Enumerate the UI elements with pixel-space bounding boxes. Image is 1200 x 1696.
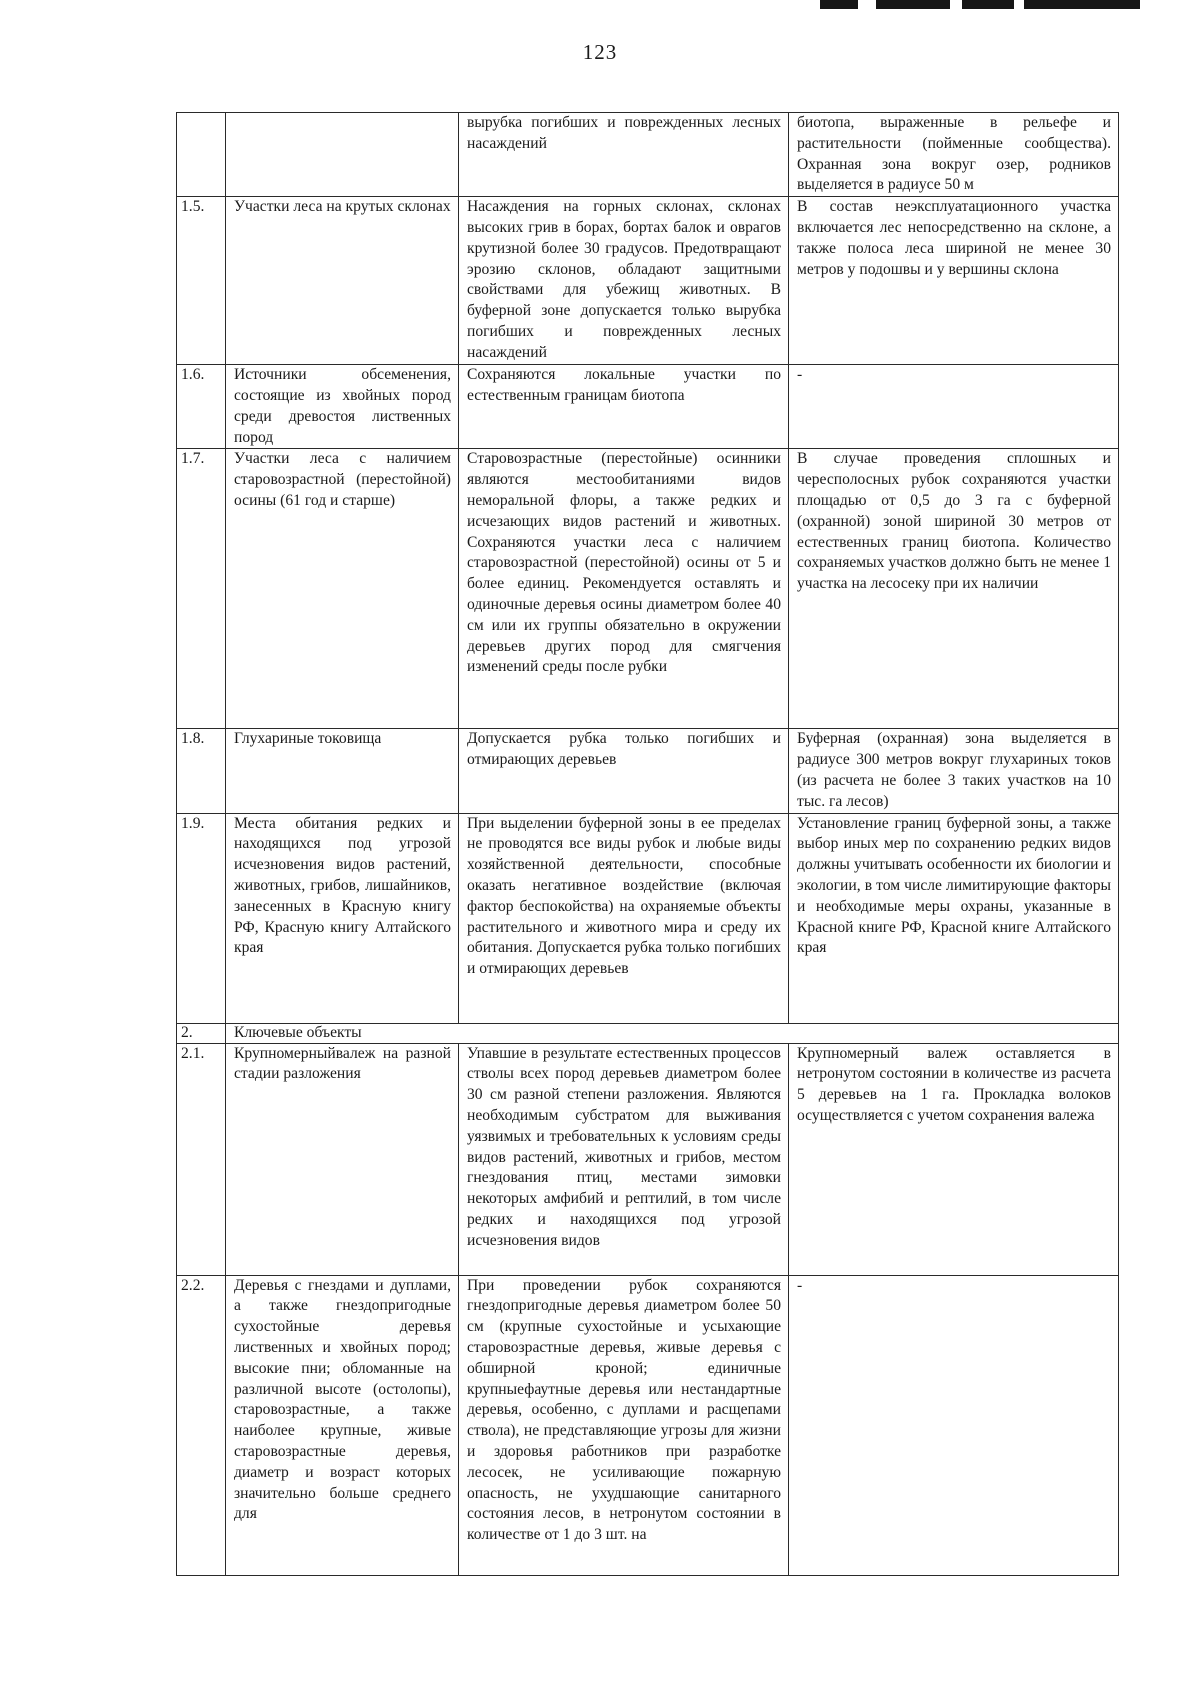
object-name: Крупномерныйвалеж на разной стадии разложения: [226, 1043, 459, 1275]
scan-edge-mark: [876, 0, 950, 9]
row-number: 2.2.: [177, 1275, 226, 1575]
object-name: Источники обсеменения, состоящие из хвойных пород среди древостоя лиственных пород: [226, 365, 459, 449]
table-row: [177, 197, 1119, 365]
object-name: Места обитания редких и находящихся под угрозой исчезновения видов растений, животных, грибов, лишайников, занесенных в Красную книгу РФ, Красную книгу Алтайского края: [226, 813, 459, 1023]
table-row: [177, 365, 1119, 449]
row-number: 1.6.: [177, 365, 226, 449]
conservation-measures: В состав неэксплуатационного участка включается лес непосредственно на склоне, а также полоса леса шириной не менее 30 метров у подошвы и у вершины склона: [789, 197, 1119, 365]
object-name: Участки леса с наличием старовозрастной (перестойной) осины (61 год и старше): [226, 449, 459, 729]
table-row: [177, 113, 1119, 197]
conservation-measures: Крупномерный валеж оставляется в нетронутом состоянии в количестве из расчета 5 деревьев на 1 га. Прокладка волоков осуществляется с учетом сохранения валежа: [789, 1043, 1119, 1275]
object-description: Допускается рубка только погибших и отмирающих деревьев: [459, 729, 789, 813]
conservation-measures: Установление границ буферной зоны, а также выбор иных мер по сохранению редких видов должны учитывать особенности их биологии и экологии, в том числе лимитирующие факторы и необходимые меры охраны, указанные в Красной книге РФ, Красной книге Алтайского края: [789, 813, 1119, 1023]
scan-edge-mark: [820, 0, 858, 9]
object-name: Глухариные токовища: [226, 729, 459, 813]
conservation-measures: биотопа, выраженные в рельефе и растительности (пойменные сообщества). Охранная зона вокруг озер, родников выделяется в радиусе 50 м: [789, 113, 1119, 197]
page-number: 123: [582, 40, 618, 64]
row-number: [177, 113, 226, 197]
table-row: [177, 813, 1119, 1023]
section-number: 2.: [177, 1023, 226, 1043]
document-table: [176, 112, 1119, 1576]
section-title: Ключевые объекты: [226, 1023, 1119, 1043]
conservation-measures: -: [789, 1275, 1119, 1575]
row-number: 2.1.: [177, 1043, 226, 1275]
object-description: Сохраняются локальные участки по естественным границам биотопа: [459, 365, 789, 449]
object-description: Упавшие в результате естественных процессов стволы всех пород деревьев диаметром более 30 см разной степени разложения. Являются необходимым субстратом для выживания уязвимых и требовательных к условиям среды видов растений, животных и грибов, местом гнездования птиц, местами зимовки некоторых амфибий и рептилий, в том числе редких и находящихся под угрозой исчезновения видов: [459, 1043, 789, 1275]
object-name: Деревья с гнездами и дуплами, а также гнездопригодные сухостойные деревья лиственных и хвойных пород; высокие пни; обломанные на различной высоте (остолопы), старовозрастные, а также наиболее крупные, живые старовозрастные деревья, диаметр и возраст которых значительно больше среднего для: [226, 1275, 459, 1575]
conservation-measures: В случае проведения сплошных и чересполосных рубок сохраняются участки площадью от 0,5 до 3 га с буферной (охранной) зоной шириной 30 метров от естественных границ биотопа. Количество сохраняемых участков должно быть не менее 1 участка на лесосеку при их наличии: [789, 449, 1119, 729]
table-row: [177, 729, 1119, 813]
table-row: [177, 1275, 1119, 1575]
section-row: [177, 1023, 1119, 1043]
row-number: 1.8.: [177, 729, 226, 813]
object-description: Старовозрастные (перестойные) осинники являются местообитаниями видов неморальной флоры, а также редких и исчезающих видов растений и животных. Сохраняются участки леса с наличием старовозрастной (перестойной) осины от 5 и более единиц. Рекомендуется оставлять и одиночные деревья осины диаметром более 40 см или их группы обязательно в окружении деревьев других пород для смягчения изменений среды после рубки: [459, 449, 789, 729]
conservation-measures: -: [789, 365, 1119, 449]
object-name: [226, 113, 459, 197]
scan-edge-mark: [1024, 0, 1140, 9]
object-description: вырубка погибших и поврежденных лесных насаждений: [459, 113, 789, 197]
row-number: 1.9.: [177, 813, 226, 1023]
table-row: [177, 449, 1119, 729]
table-row: [177, 1043, 1119, 1275]
object-description: При выделении буферной зоны в ее пределах не проводятся все виды рубок и любые виды хозяйственной деятельности, способные оказать негативное воздействие (включая фактор беспокойства) на охраняемые объекты растительного и животного мира и среду их обитания. Допускается рубка только погибших и отмирающих деревьев: [459, 813, 789, 1023]
object-description: Насаждения на горных склонах, склонах высоких грив в борах, бортах балок и оврагов крутизной более 30 градусов. Предотвращают эрозию склонов, обладают защитными свойствами для убежищ животных. В буферной зоне допускается только вырубка погибших и поврежденных лесных насаждений: [459, 197, 789, 365]
scan-edge-mark: [962, 0, 1014, 9]
row-number: 1.7.: [177, 449, 226, 729]
conservation-measures: Буферная (охранная) зона выделяется в радиусе 300 метров вокруг глухариных токов (из расчета не более 3 таких участков на 10 тыс. га лесов): [789, 729, 1119, 813]
object-description: При проведении рубок сохраняются гнездопригодные деревья диаметром более 50 см (крупные сухостойные и усыхающие старовозрастные деревья, живые деревья с обширной кроной; единичные крупныефаутные деревья или нестандартные деревья, особенно, с дуплами и расщепами ствола), не представляющие угрозы для жизни и здоровья работников при разработке лесосек, не усиливающие пожарную опасность, не ухудшающие санитарного состояния лесов, в нетронутом состоянии в количестве от 1 до 3 шт. на: [459, 1275, 789, 1575]
object-name: Участки леса на крутых склонах: [226, 197, 459, 365]
row-number: 1.5.: [177, 197, 226, 365]
